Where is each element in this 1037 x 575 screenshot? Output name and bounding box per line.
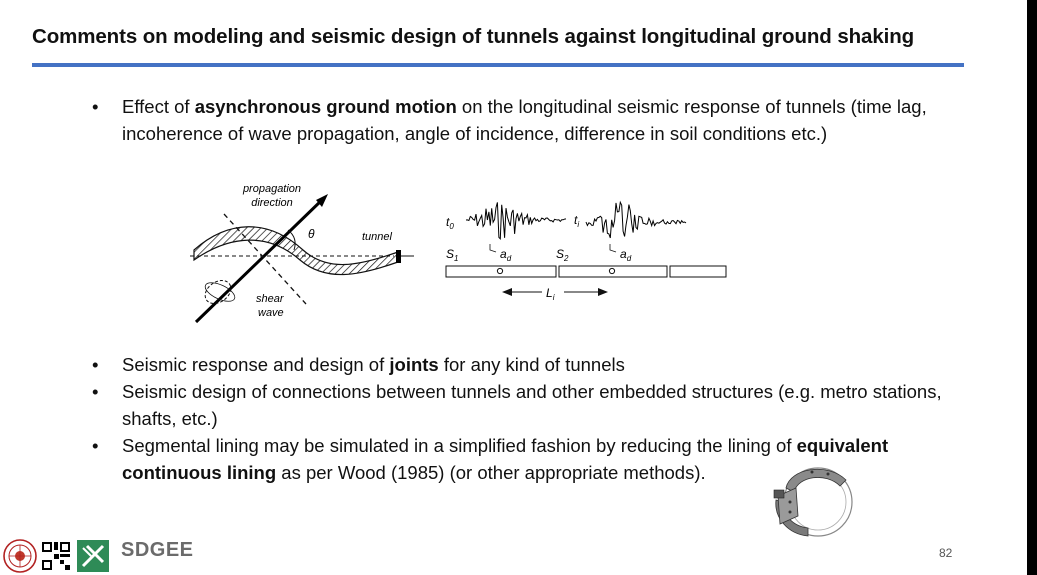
bullet-dot: • [92,381,99,402]
bullet-item [92,93,972,147]
bullet-text: Segmental lining may be simulated in a simplified fashion by reducing the lining of [122,435,797,456]
tunnel-wave-figure [188,180,418,330]
s1-label: $S_1$ [446,247,459,263]
title-underline [32,63,964,67]
t0-label: $t_0$ [446,215,454,231]
tunnel-segment [446,266,556,277]
bullet-text: as per Wood (1985) (or other appropriate methods). [276,462,706,483]
ti-label: $t_i$ [574,213,580,229]
slide-title: Comments on modeling and seismic design of tunnels against longitudinal ground shaking [32,25,915,48]
bullet-bold-text: equivalent continuous lining [122,435,889,483]
ad-leader-1 [490,244,496,252]
time-lag-figure [442,196,732,304]
seismogram-2 [586,202,686,238]
li-label: $L_i$ [546,286,555,302]
segmental-lining-image [768,458,860,542]
angle-label: θ [308,227,315,241]
bullet-dot: • [92,354,99,375]
bullet-item [92,378,972,432]
page-number: 82 [939,546,953,560]
bullet-list-top [92,93,972,147]
shear-label: wave [258,307,284,319]
ad-label-1: $a_d$ [500,247,512,263]
station-marker [497,268,502,273]
bullet-dot: • [92,435,99,456]
propagation-label: propagation [242,183,302,195]
bullet-item [92,351,972,378]
bullet-dot: • [92,96,99,117]
tunnel-segment [670,266,726,277]
bullet-text: Seismic design of connections between tunnels and other embedded structures (e.g. metro stations, shafts, etc.) [122,381,942,429]
bullet-text: Effect of [122,96,195,117]
green-shield-logo [77,540,109,572]
bullet-text: Seismic response and design of [122,354,390,375]
bullet-bold-text: asynchronous ground motion [194,96,457,117]
tunnel-label: tunnel [362,231,392,243]
shear-label: shear [256,293,284,305]
tunnel-end-cap [396,250,401,263]
window-edge [1027,0,1037,575]
tunnel-segment [559,266,667,277]
station-marker [609,268,614,273]
ad-leader-2 [610,244,616,252]
seismogram-trace [586,202,686,238]
bullet-text: for any kind of tunnels [438,354,625,375]
shear-wave-ellipse [201,276,235,308]
bullet-text: on the longitudinal seismic response of tunnels (time lag, incoherence of wave propagation, angle of incidence, difference in soil conditions etc.) [122,96,927,144]
propagation-label: direction [251,197,293,209]
seismogram-trace [466,202,566,238]
s2-label: $S_2$ [556,247,569,263]
university-seal-logo [2,538,38,574]
sdgee-logo-text: SDGEE [121,539,194,561]
bullet-bold-text: joints [389,354,439,375]
seismogram-1 [466,202,566,238]
qr-style-logo [41,541,71,571]
ad-label-2: $a_d$ [620,247,632,263]
